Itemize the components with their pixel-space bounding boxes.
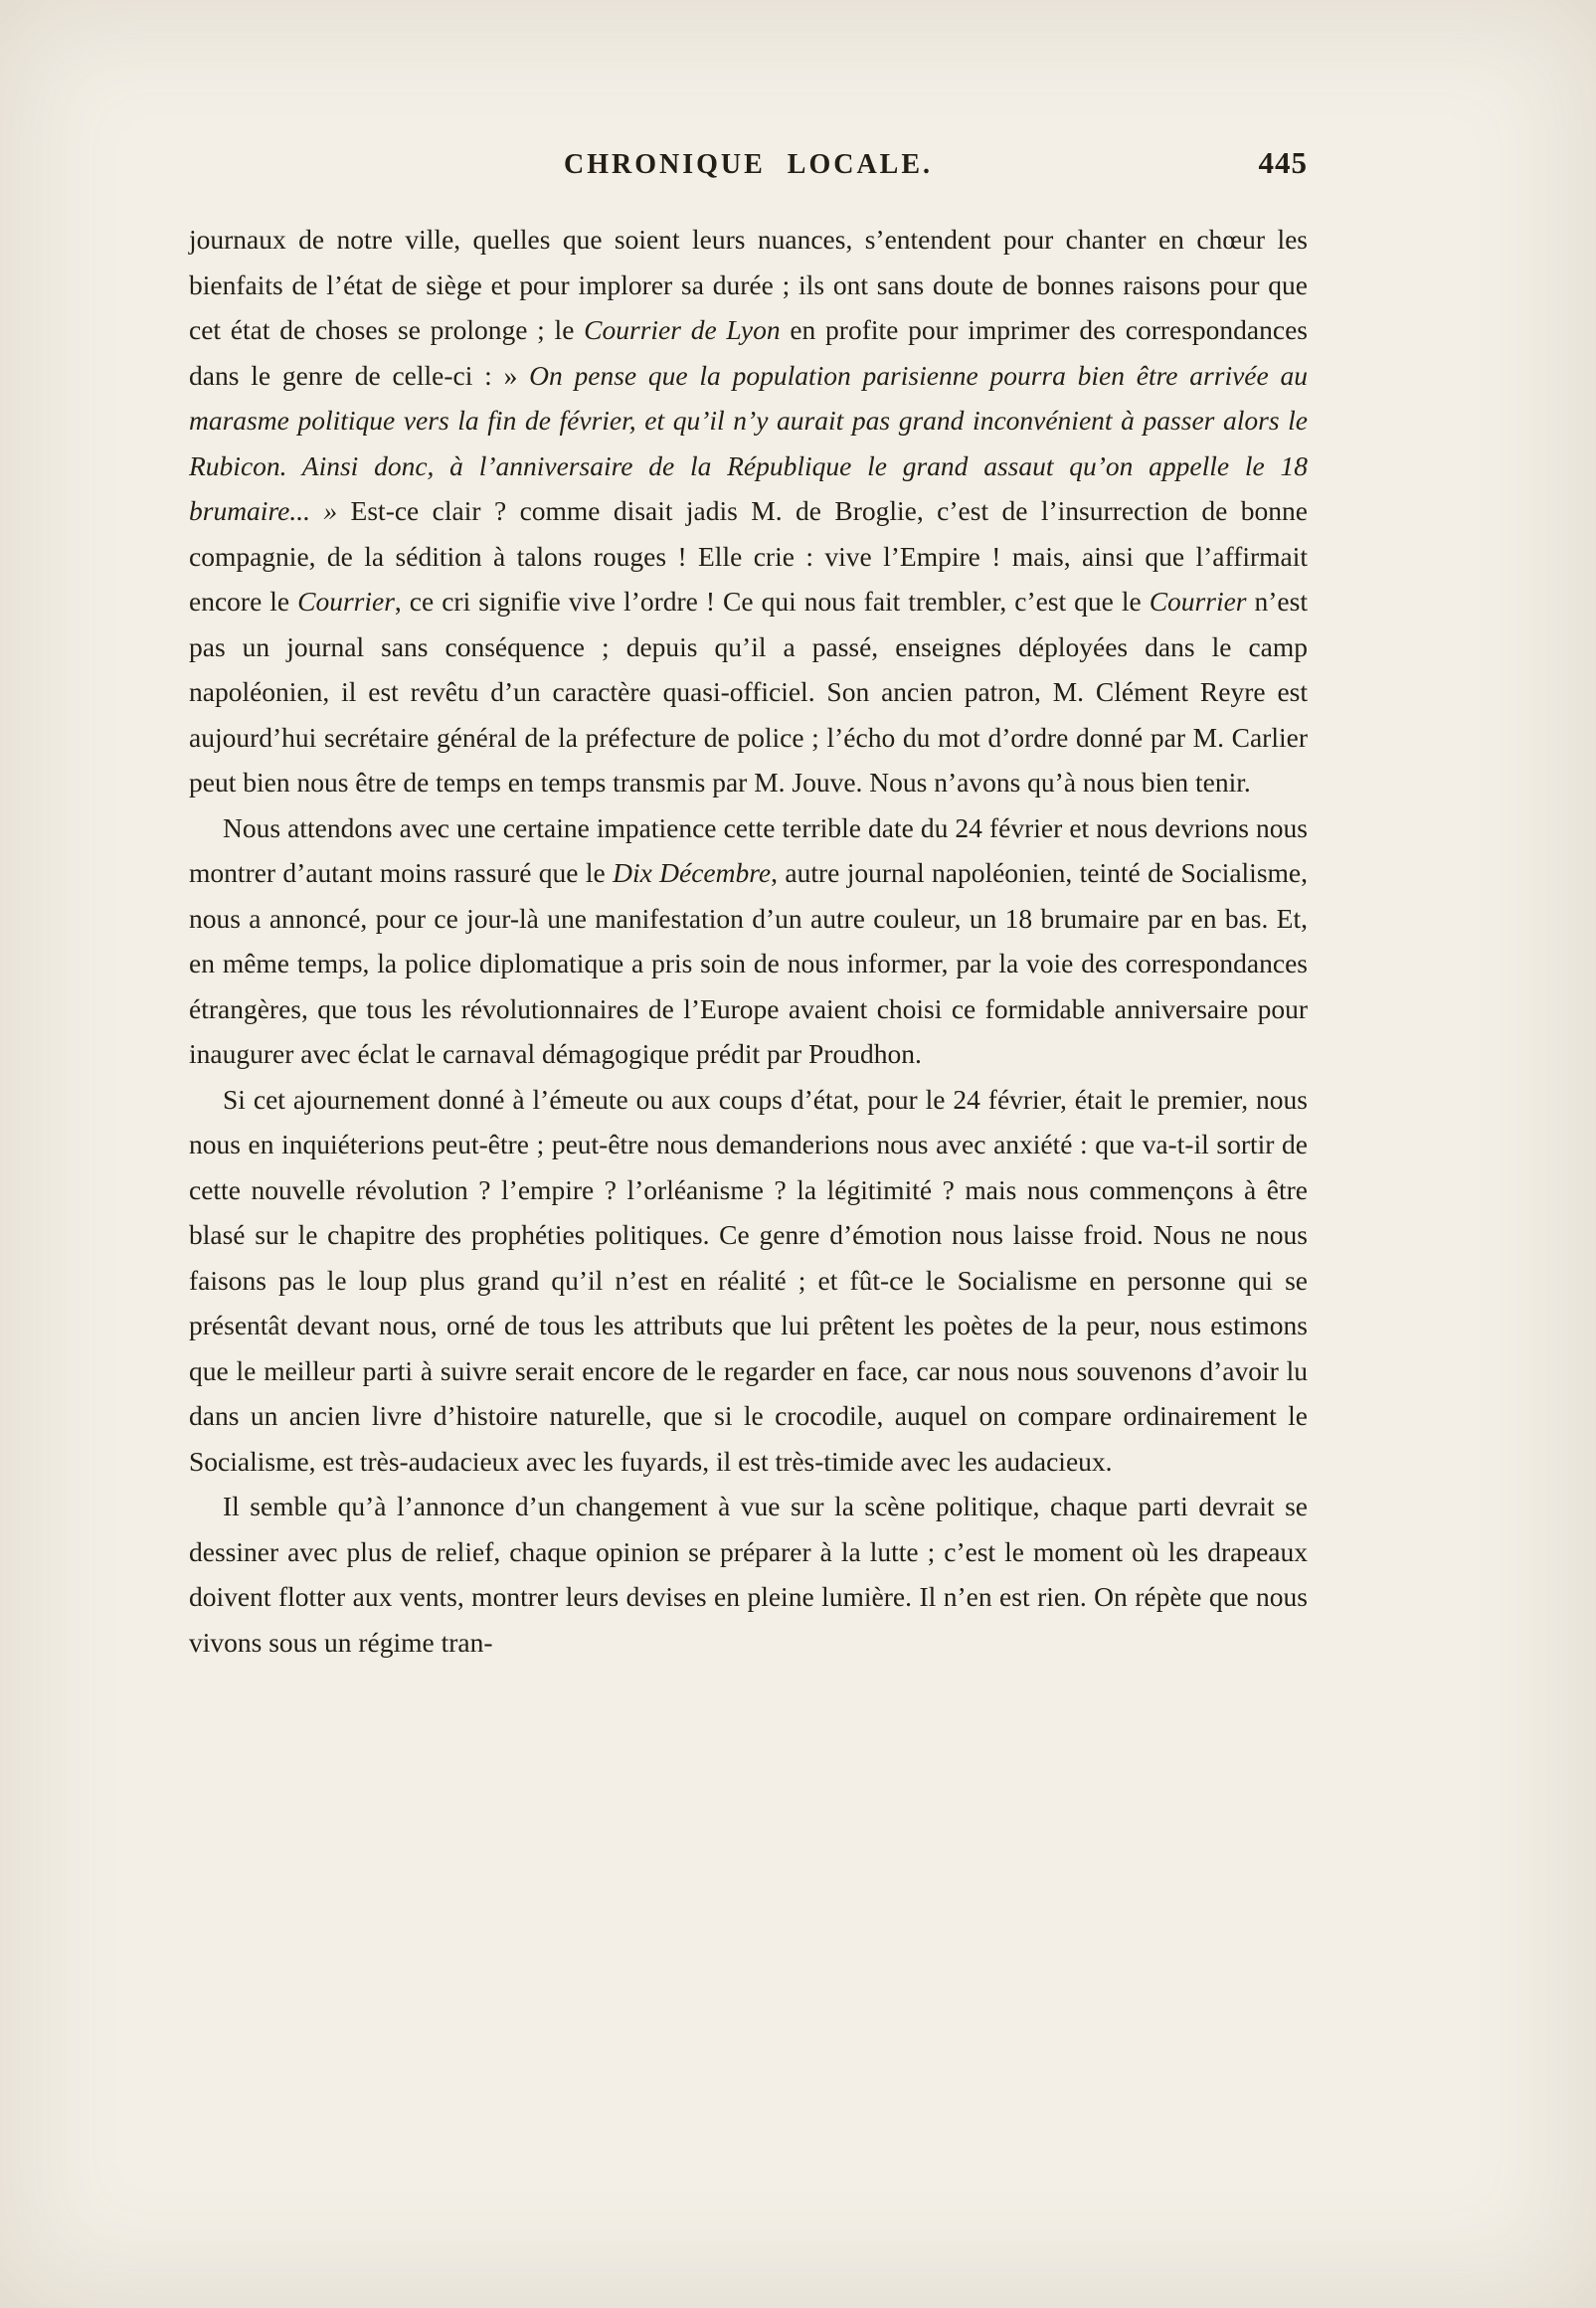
page-content — [189, 145, 1309, 1665]
text-segment: , autre journal napoléonien, teinté de Socialisme, nous a annoncé, pour ce jour-là une manifestation d’un autre couleur, un 18 brumaire par en bas. Et, en même temps, la police diplomatique a pris soin de nous informer, par la voie des correspondances étrangères, que tous les révolutionnaires de l’Europe avaient choisi ce formidable anniversaire pour inaugurer avec éclat le carnaval démagogique prédit par Proudhon. — [189, 857, 1308, 1069]
text-segment: journaux de notre ville, quelles que soient leurs nuances, s’entendent pour chanter en chœur les bienfaits de l’état de siège et pour implorer sa durée ; ils ont sans doute de bonnes raisons pour que cet état de choses se prolonge ; le — [189, 224, 1308, 345]
text-segment: , ce cri signifie vive l’ordre ! Ce qui nous fait trembler, c’est que le — [394, 586, 1150, 617]
text-segment: Nous attendons avec une certaine impatience cette terrible date du 24 février et nous devrions nous montrer d’autant moins rassuré que le — [189, 811, 1308, 888]
text-segment: en profite pour imprimer des correspondances dans le genre de celle-ci : » — [189, 314, 1308, 391]
text-segment: Il semble qu’à l’annonce d’un changement à vue sur la scène politique, chaque parti devrait se dessiner avec plus de relief, chaque opinion se préparer à la lutte ; c’est le moment où les drapeaux doivent flotter aux vents, montrer leurs devises en pleine lumière. Il n’en est rien. On répète que nous vivons sous un régime tran- — [189, 1491, 1308, 1658]
italic-text-segment: Courrier — [297, 586, 395, 617]
page-number: 445 — [1258, 145, 1308, 180]
italic-text-segment: On pense que la population parisienne pourra bien être arrivée au marasme politique vers la fin de février, et qu’il n’y aurait pas grand inconvénient à passer alors le Rubicon. Ainsi donc, à l’anniversaire de la République le grand assaut qu’on appelle le 18 brumaire... » — [189, 359, 1308, 526]
paragraph — [189, 1077, 1308, 1485]
paragraph — [189, 805, 1308, 1077]
italic-text-segment: Dix Décembre — [613, 857, 772, 888]
paragraph — [189, 217, 1308, 805]
text-segment: Si cet ajournement donné à l’émeute ou aux coups d’état, pour le 24 février, était le premier, nous nous en inquiéterions peut-être ; peut-être nous demanderions nous avec anxiété : que va-t-il sortir de cette nouvelle révolution ? l’empire ? l’orléanisme ? la légitimité ? mais nous commençons à être blasé sur le chapitre des prophéties politiques. Ce genre d’émotion nous laisse froid. Nous ne nous faisons pas le loup plus grand qu’il n’est en réalité ; et fût-ce le Socialisme en personne qui se présentât devant nous, orné de tous les attributs que lui prêtent les poètes de la peur, nous estimons que le meilleur parti à suivre serait encore de le regarder en face, car nous nous souvenons d’avoir lu dans un ancien livre d’histoire naturelle, que si le crocodile, auquel on compare ordinairement le Socialisme, est très-audacieux avec les fuyards, il est très-timide avec les audacieux. — [189, 1083, 1308, 1477]
paragraph — [189, 1484, 1308, 1665]
italic-text-segment: Courrier — [1149, 586, 1247, 617]
italic-text-segment: Courrier de Lyon — [584, 314, 781, 345]
page-title: CHRONIQUE LOCALE. — [563, 149, 934, 180]
running-head — [189, 145, 1308, 199]
text-segment: n’est pas un journal sans conséquence ; depuis qu’il a passé, enseignes déployées dans le camp napoléonien, il est revêtu d’un caractère quasi-officiel. Son ancien patron, M. Clément Reyre est aujourd’hui secrétaire général de la préfecture de police ; l’écho du mot d’ordre donné par M. Carlier peut bien nous être de temps en temps transmis par M. Jouve. Nous n’avons qu’à nous bien tenir. — [189, 586, 1308, 798]
body-text — [189, 217, 1308, 1665]
text-segment: Est-ce clair ? comme disait jadis M. de Broglie, c’est de l’insurrection de bonne compagnie, de la sédition à talons rouges ! Elle crie : vive l’Empire ! mais, ainsi que l’affirmait encore le — [189, 495, 1309, 617]
